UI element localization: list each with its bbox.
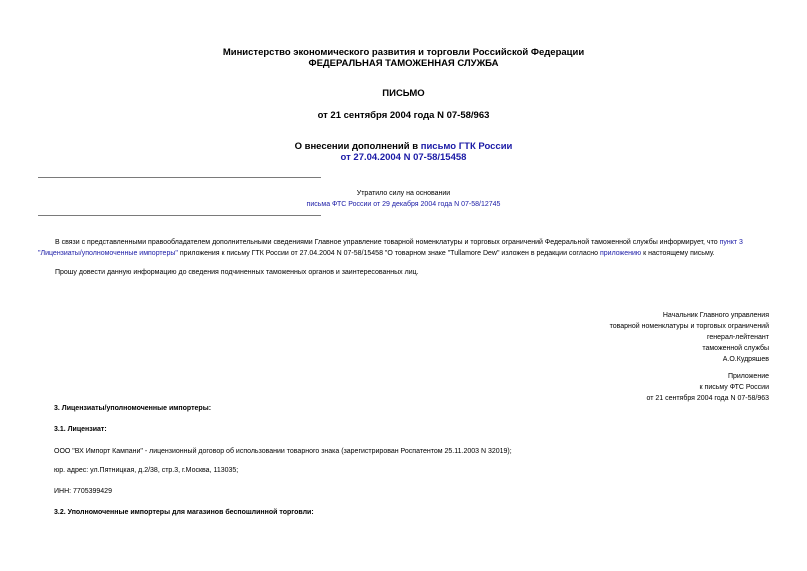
appendix-block (646, 371, 769, 404)
para1-text3: к настоящему письму. (641, 250, 715, 257)
signature-line: Начальник Главного управления (662, 312, 769, 319)
signature-line: А.О.Кудряшев (722, 356, 769, 363)
licensee-inn: ИНН: 7705399429 (54, 488, 112, 495)
paragraph-main (38, 237, 773, 259)
signature-block (610, 310, 769, 365)
appendix-line: к письму ФТС России (699, 384, 769, 391)
signature-line: таможенной службы (702, 345, 769, 352)
section-3-1-title: 3.1. Лицензиат: (54, 426, 107, 433)
doc-subject (0, 141, 807, 152)
doc-date: от 21 сентября 2004 года N 07-58/963 (317, 110, 490, 121)
para1-text1: В связи с представленными правообладателем дополнительными сведениями Главное управление товарной номенклатуры и торговых ограничений Федеральной таможенной службы информирует, что (55, 239, 720, 246)
signature-line: генерал-лейтенант (707, 334, 769, 341)
licensee-address: юр. адрес: ул.Пятницкая, д.2/38, стр.3, г.Москва, 113035; (54, 467, 239, 474)
appendix-line: Приложение (727, 373, 769, 380)
paragraph-request: Прошу довести данную информацию до сведения подчиненных таможенных органов и заинтересованных лиц. (55, 269, 419, 276)
subject-prefix: О внесении дополнений в (294, 141, 421, 152)
signature-line: товарной номенклатуры и торговых ограничений (609, 323, 769, 330)
ministry-name: Министерство экономического развития и торговли Российской Федерации (222, 47, 585, 58)
para1-link-item3[interactable]: пункт 3 "Лицензиаты/уполномоченные импортеры" (38, 239, 743, 257)
subject-link-date[interactable]: от 27.04.2004 N 07-58/15458 (340, 152, 467, 163)
status-link[interactable]: письма ФТС России от 29 декабря 2004 года N 07-58/12745 (306, 201, 501, 208)
para1-text2: приложения к письму ГТК России от 27.04.2004 N 07-58/15458 "О товарном знаке "Tullamore Dew" изложен в редакции согласно (177, 250, 600, 257)
status-text: Утратило силу на основании (356, 190, 451, 197)
status-line2 (0, 200, 807, 209)
subject-line2 (0, 152, 807, 163)
para1-link-appendix[interactable]: приложению (599, 250, 642, 257)
section-3-2-title: 3.2. Уполномоченные импортеры для магазинов беспошлинной торговли: (54, 509, 314, 516)
doc-type: ПИСЬМО (382, 88, 425, 99)
divider-top (38, 177, 321, 178)
divider-bottom (38, 215, 321, 216)
licensee-line: ООО "ВХ Импорт Кампани" - лицензионный договор об использовании товарного знака (зарегистрирован Роспатентом 25.11.2003 N 32019); (54, 448, 512, 455)
subject-link-letter[interactable]: письмо ГТК России (420, 141, 513, 152)
service-name: ФЕДЕРАЛЬНАЯ ТАМОЖЕННАЯ СЛУЖБА (308, 58, 499, 69)
section-3-title: 3. Лицензиаты/уполномоченные импортеры: (54, 405, 212, 412)
appendix-line: от 21 сентября 2004 года N 07-58/963 (646, 395, 769, 402)
